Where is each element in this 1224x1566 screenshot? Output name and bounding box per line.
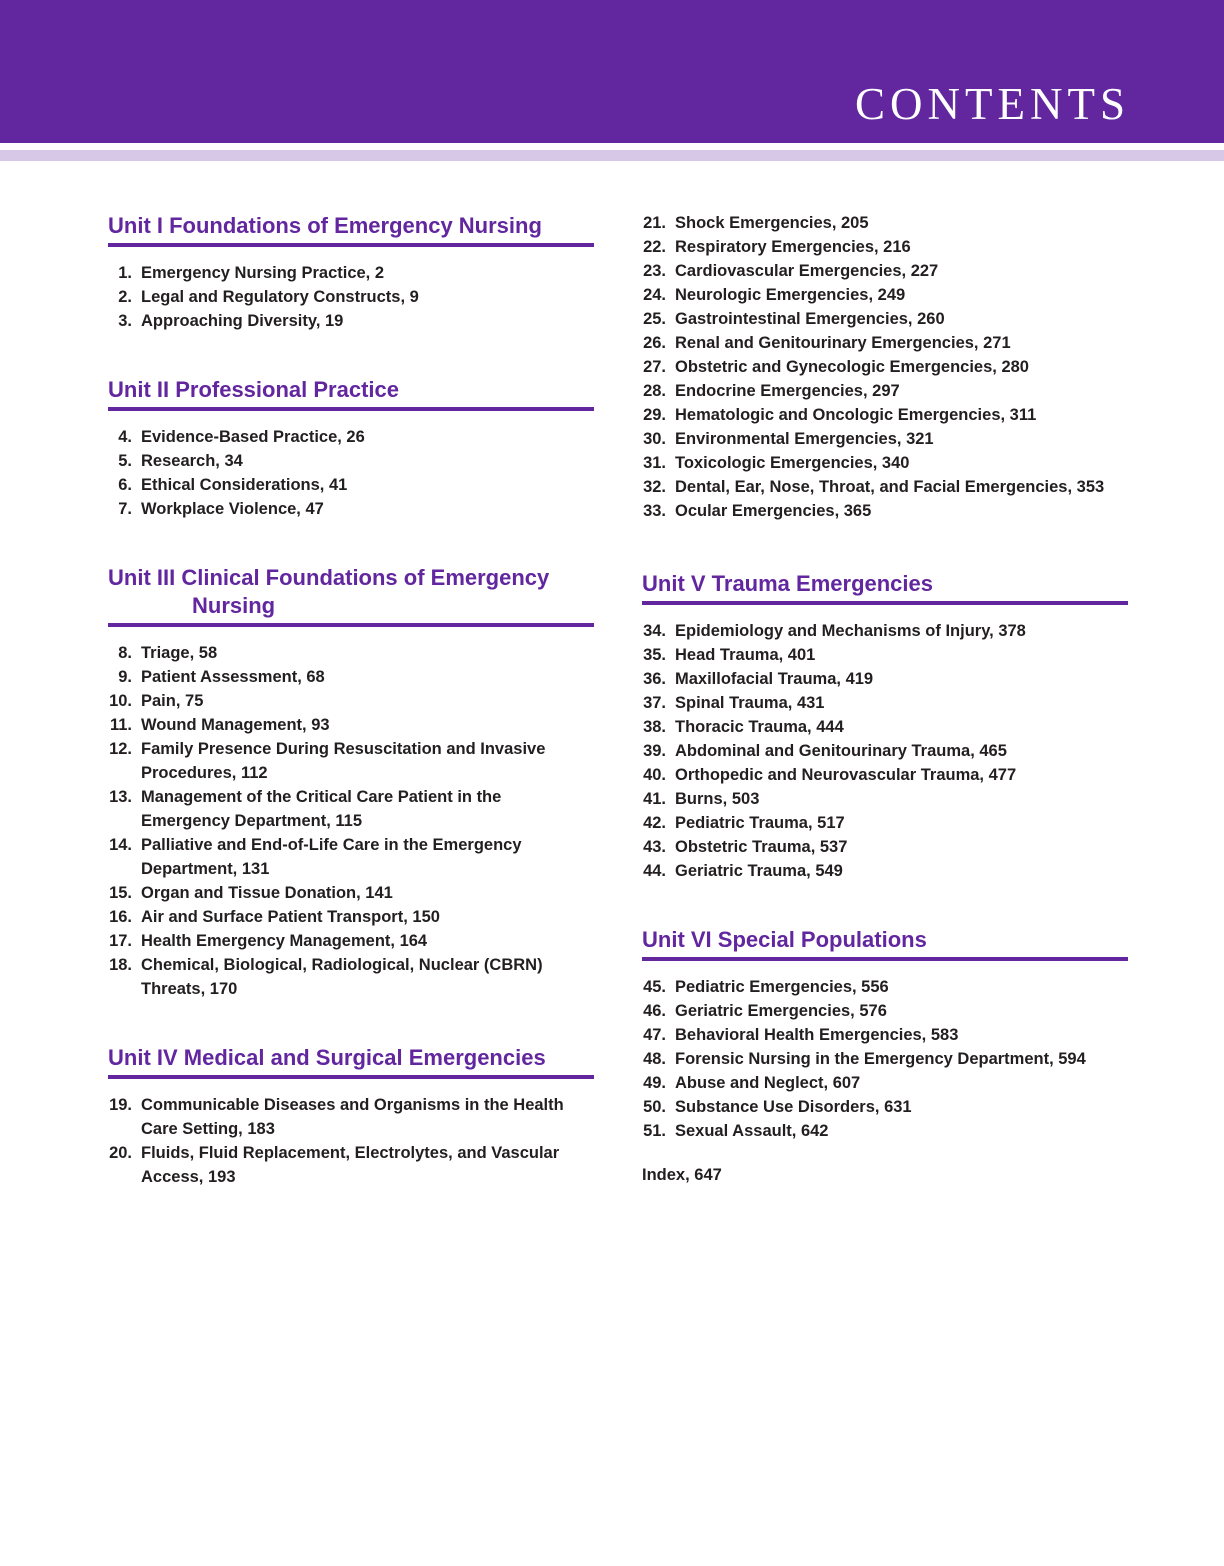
chapter-title: Obstetric Trauma, 537 [675,838,848,856]
chapter-number: 44. [643,862,666,880]
chapter-title: Head Trauma, 401 [675,646,816,664]
chapter-number: 41. [643,790,666,808]
chapter-number: 11. [109,716,132,734]
chapter-number: 20. [109,1144,132,1162]
chapter-number: 39. [643,742,666,760]
chapter-number: 46. [643,1002,666,1020]
unit-1 [108,212,594,333]
chapter-item[interactable] [642,259,1128,283]
chapter-item[interactable] [642,691,1128,715]
chapter-item[interactable] [108,737,594,785]
chapter-number: 6. [118,476,132,494]
chapter-number: 3. [118,312,132,330]
chapter-number: 25. [643,310,666,328]
chapter-number: 16. [109,908,132,926]
chapter-number: 15. [109,884,132,902]
chapter-title: Geriatric Emergencies, 576 [675,1002,887,1020]
chapter-item[interactable] [108,905,594,929]
chapter-item[interactable] [108,785,594,833]
chapter-title: Neurologic Emergencies, 249 [675,286,906,304]
chapter-title-continued: Emergency Department, 115 [141,812,363,830]
chapter-item[interactable] [108,425,594,449]
chapter-title: Thoracic Trauma, 444 [675,718,844,736]
chapter-title: Air and Surface Patient Transport, 150 [141,908,440,926]
unit-3 [108,564,594,1001]
chapter-title: Abdominal and Genitourinary Trauma, 465 [675,742,1007,760]
chapter-item[interactable] [642,1047,1128,1071]
chapter-item[interactable] [642,307,1128,331]
chapter-item[interactable] [642,619,1128,643]
unit-4 [108,1044,594,1189]
chapter-number: 8. [118,644,132,662]
chapter-item[interactable] [642,235,1128,259]
chapter-number: 2. [118,288,132,306]
chapter-number: 24. [643,286,666,304]
chapter-number: 4. [118,428,132,446]
page-title: CONTENTS [855,79,1130,129]
chapter-title: Family Presence During Resuscitation and Invasive [141,740,546,758]
chapter-number: 10. [109,692,132,710]
chapter-item[interactable] [108,713,594,737]
chapter-title: Geriatric Trauma, 549 [675,862,843,880]
chapter-title: Respiratory Emergencies, 216 [675,238,911,256]
chapter-number: 23. [643,262,666,280]
chapter-item[interactable] [642,1119,1128,1143]
chapter-number: 29. [643,406,666,424]
chapter-number: 22. [643,238,666,256]
chapter-title: Burns, 503 [675,790,760,808]
chapter-item[interactable] [642,331,1128,355]
chapter-item[interactable] [642,667,1128,691]
chapter-item[interactable] [642,763,1128,787]
chapter-title: Renal and Genitourinary Emergencies, 271 [675,334,1011,352]
chapter-number: 34. [643,622,666,640]
chapter-title: Palliative and End-of-Life Care in the Emergency [141,836,522,854]
header-stripe [0,150,1224,161]
chapter-number: 14. [109,836,132,854]
chapter-title-continued: Threats, 170 [141,980,238,998]
chapter-title-continued: Procedures, 112 [141,764,268,782]
chapter-number: 7. [118,500,132,518]
chapter-item[interactable] [108,1141,594,1189]
chapter-title: Communicable Diseases and Organisms in the Health [141,1096,564,1114]
unit-heading: Unit VI Special Populations [642,926,1128,961]
unit-heading-line-2: Nursing [192,593,276,618]
chapter-list [108,641,594,1001]
chapter-title: Shock Emergencies, 205 [675,214,869,232]
chapter-number: 48. [643,1050,666,1068]
chapter-item[interactable] [642,739,1128,763]
chapter-item[interactable] [108,929,594,953]
chapter-number: 26. [643,334,666,352]
chapter-title: Fluids, Fluid Replacement, Electrolytes, and Vascular [141,1144,560,1162]
chapter-item[interactable] [642,999,1128,1023]
chapter-number: 1. [118,264,132,282]
chapter-title: Organ and Tissue Donation, 141 [141,884,393,902]
chapter-number: 31. [643,454,666,472]
chapter-item[interactable] [108,689,594,713]
chapter-item[interactable] [642,643,1128,667]
chapter-item[interactable] [642,355,1128,379]
chapter-title: Pediatric Trauma, 517 [675,814,845,832]
chapter-number: 50. [643,1098,666,1116]
chapter-item[interactable] [108,665,594,689]
chapter-title: Emergency Nursing Practice, 2 [141,264,385,282]
chapter-number: 40. [643,766,666,784]
chapter-list-continued [642,211,1128,523]
unit-heading: Unit V Trauma Emergencies [642,570,1128,605]
chapter-number: 21. [643,214,666,232]
chapter-title: Health Emergency Management, 164 [141,932,428,950]
chapter-list [108,1093,594,1189]
chapter-number: 51. [643,1122,666,1140]
chapter-title: Endocrine Emergencies, 297 [675,382,900,400]
chapter-title: Dental, Ear, Nose, Throat, and Facial Emergencies, 353 [675,478,1105,496]
chapter-title: Wound Management, 93 [141,716,330,734]
chapter-title: Substance Use Disorders, 631 [675,1098,912,1116]
chapter-title: Workplace Violence, 47 [141,500,324,518]
chapter-title: Abuse and Neglect, 607 [675,1074,861,1092]
chapter-number: 18. [109,956,132,974]
chapter-number: 9. [118,668,132,686]
chapter-item[interactable] [642,859,1128,883]
chapter-number: 43. [643,838,666,856]
chapter-title: Environmental Emergencies, 321 [675,430,934,448]
chapter-item[interactable] [108,497,594,521]
chapter-number: 38. [643,718,666,736]
chapter-number: 36. [643,670,666,688]
chapter-title: Sexual Assault, 642 [675,1122,829,1140]
chapter-item[interactable] [108,833,594,881]
chapter-item[interactable] [108,641,594,665]
chapter-number: 13. [109,788,132,806]
unit-2 [108,376,594,521]
chapter-title: Ocular Emergencies, 365 [675,502,872,520]
chapter-title: Cardiovascular Emergencies, 227 [675,262,939,280]
chapter-number: 45. [643,978,666,996]
chapter-title: Pediatric Emergencies, 556 [675,978,889,996]
unit-6 [642,926,1128,1143]
chapter-item[interactable] [108,953,594,1001]
chapter-item[interactable] [108,1093,594,1141]
chapter-number: 12. [109,740,132,758]
chapter-item[interactable] [642,499,1128,523]
chapter-list [642,975,1128,1143]
unit-heading: Unit II Professional Practice [108,376,594,411]
chapter-item[interactable] [642,975,1128,999]
chapter-number: 17. [109,932,132,950]
chapter-item[interactable] [642,1095,1128,1119]
chapter-title: Research, 34 [141,452,243,470]
chapter-item[interactable] [642,475,1128,499]
chapter-title: Legal and Regulatory Constructs, 9 [141,288,419,306]
chapter-title: Pain, 75 [141,692,204,710]
chapter-item[interactable] [642,835,1128,859]
chapter-number: 35. [643,646,666,664]
chapter-title: Patient Assessment, 68 [141,668,325,686]
unit-heading: Unit I Foundations of Emergency Nursing [108,212,594,247]
chapter-item[interactable] [642,811,1128,835]
chapter-number: 30. [643,430,666,448]
chapter-number: 33. [643,502,666,520]
chapter-item[interactable] [108,285,594,309]
chapter-title: Spinal Trauma, 431 [675,694,825,712]
chapter-item[interactable] [642,1023,1128,1047]
chapter-number: 28. [643,382,666,400]
chapter-number: 37. [643,694,666,712]
header-banner [0,0,1224,143]
chapter-item[interactable] [642,715,1128,739]
chapter-number: 47. [643,1026,666,1044]
chapter-item[interactable] [108,261,594,285]
chapter-list [642,619,1128,883]
index-entry[interactable]: Index, 647 [642,1166,722,1184]
chapter-title: Approaching Diversity, 19 [141,312,344,330]
chapter-title: Toxicologic Emergencies, 340 [675,454,910,472]
chapter-title: Ethical Considerations, 41 [141,476,348,494]
chapter-number: 49. [643,1074,666,1092]
chapter-title-continued: Care Setting, 183 [141,1120,275,1138]
unit-heading-line-1: Unit III Clinical Foundations of Emergency [108,565,550,590]
chapter-title: Management of the Critical Care Patient in the [141,788,502,806]
chapter-item[interactable] [642,787,1128,811]
chapter-item[interactable] [108,881,594,905]
unit-5 [642,570,1128,883]
chapter-number: 27. [643,358,666,376]
chapter-number: 19. [109,1096,132,1114]
chapter-number: 42. [643,814,666,832]
chapter-item[interactable] [642,211,1128,235]
chapter-title: Chemical, Biological, Radiological, Nuclear (CBRN) [141,956,543,974]
chapter-item[interactable] [642,403,1128,427]
chapter-item[interactable] [642,1071,1128,1095]
chapter-title: Epidemiology and Mechanisms of Injury, 378 [675,622,1026,640]
chapter-item[interactable] [642,427,1128,451]
chapter-list [108,261,594,333]
chapter-number: 5. [118,452,132,470]
chapter-title-continued: Department, 131 [141,860,270,878]
chapter-item[interactable] [642,379,1128,403]
chapter-title: Triage, 58 [141,644,218,662]
chapter-item[interactable] [642,283,1128,307]
chapter-number: 32. [643,478,666,496]
unit-heading [108,564,594,627]
chapter-title: Evidence-Based Practice, 26 [141,428,365,446]
chapter-item[interactable] [108,449,594,473]
chapter-title: Maxillofacial Trauma, 419 [675,670,874,688]
chapter-title: Gastrointestinal Emergencies, 260 [675,310,945,328]
chapter-list [108,425,594,521]
chapter-title: Behavioral Health Emergencies, 583 [675,1026,959,1044]
chapter-title: Orthopedic and Neurovascular Trauma, 477 [675,766,1017,784]
chapter-item[interactable] [642,451,1128,475]
chapter-title: Forensic Nursing in the Emergency Department, 594 [675,1050,1086,1068]
chapter-title: Hematologic and Oncologic Emergencies, 311 [675,406,1037,424]
chapter-item[interactable] [108,473,594,497]
chapter-title: Obstetric and Gynecologic Emergencies, 280 [675,358,1029,376]
chapter-item[interactable] [108,309,594,333]
unit-heading: Unit IV Medical and Surgical Emergencies [108,1044,594,1079]
chapter-title-continued: Access, 193 [141,1168,236,1186]
